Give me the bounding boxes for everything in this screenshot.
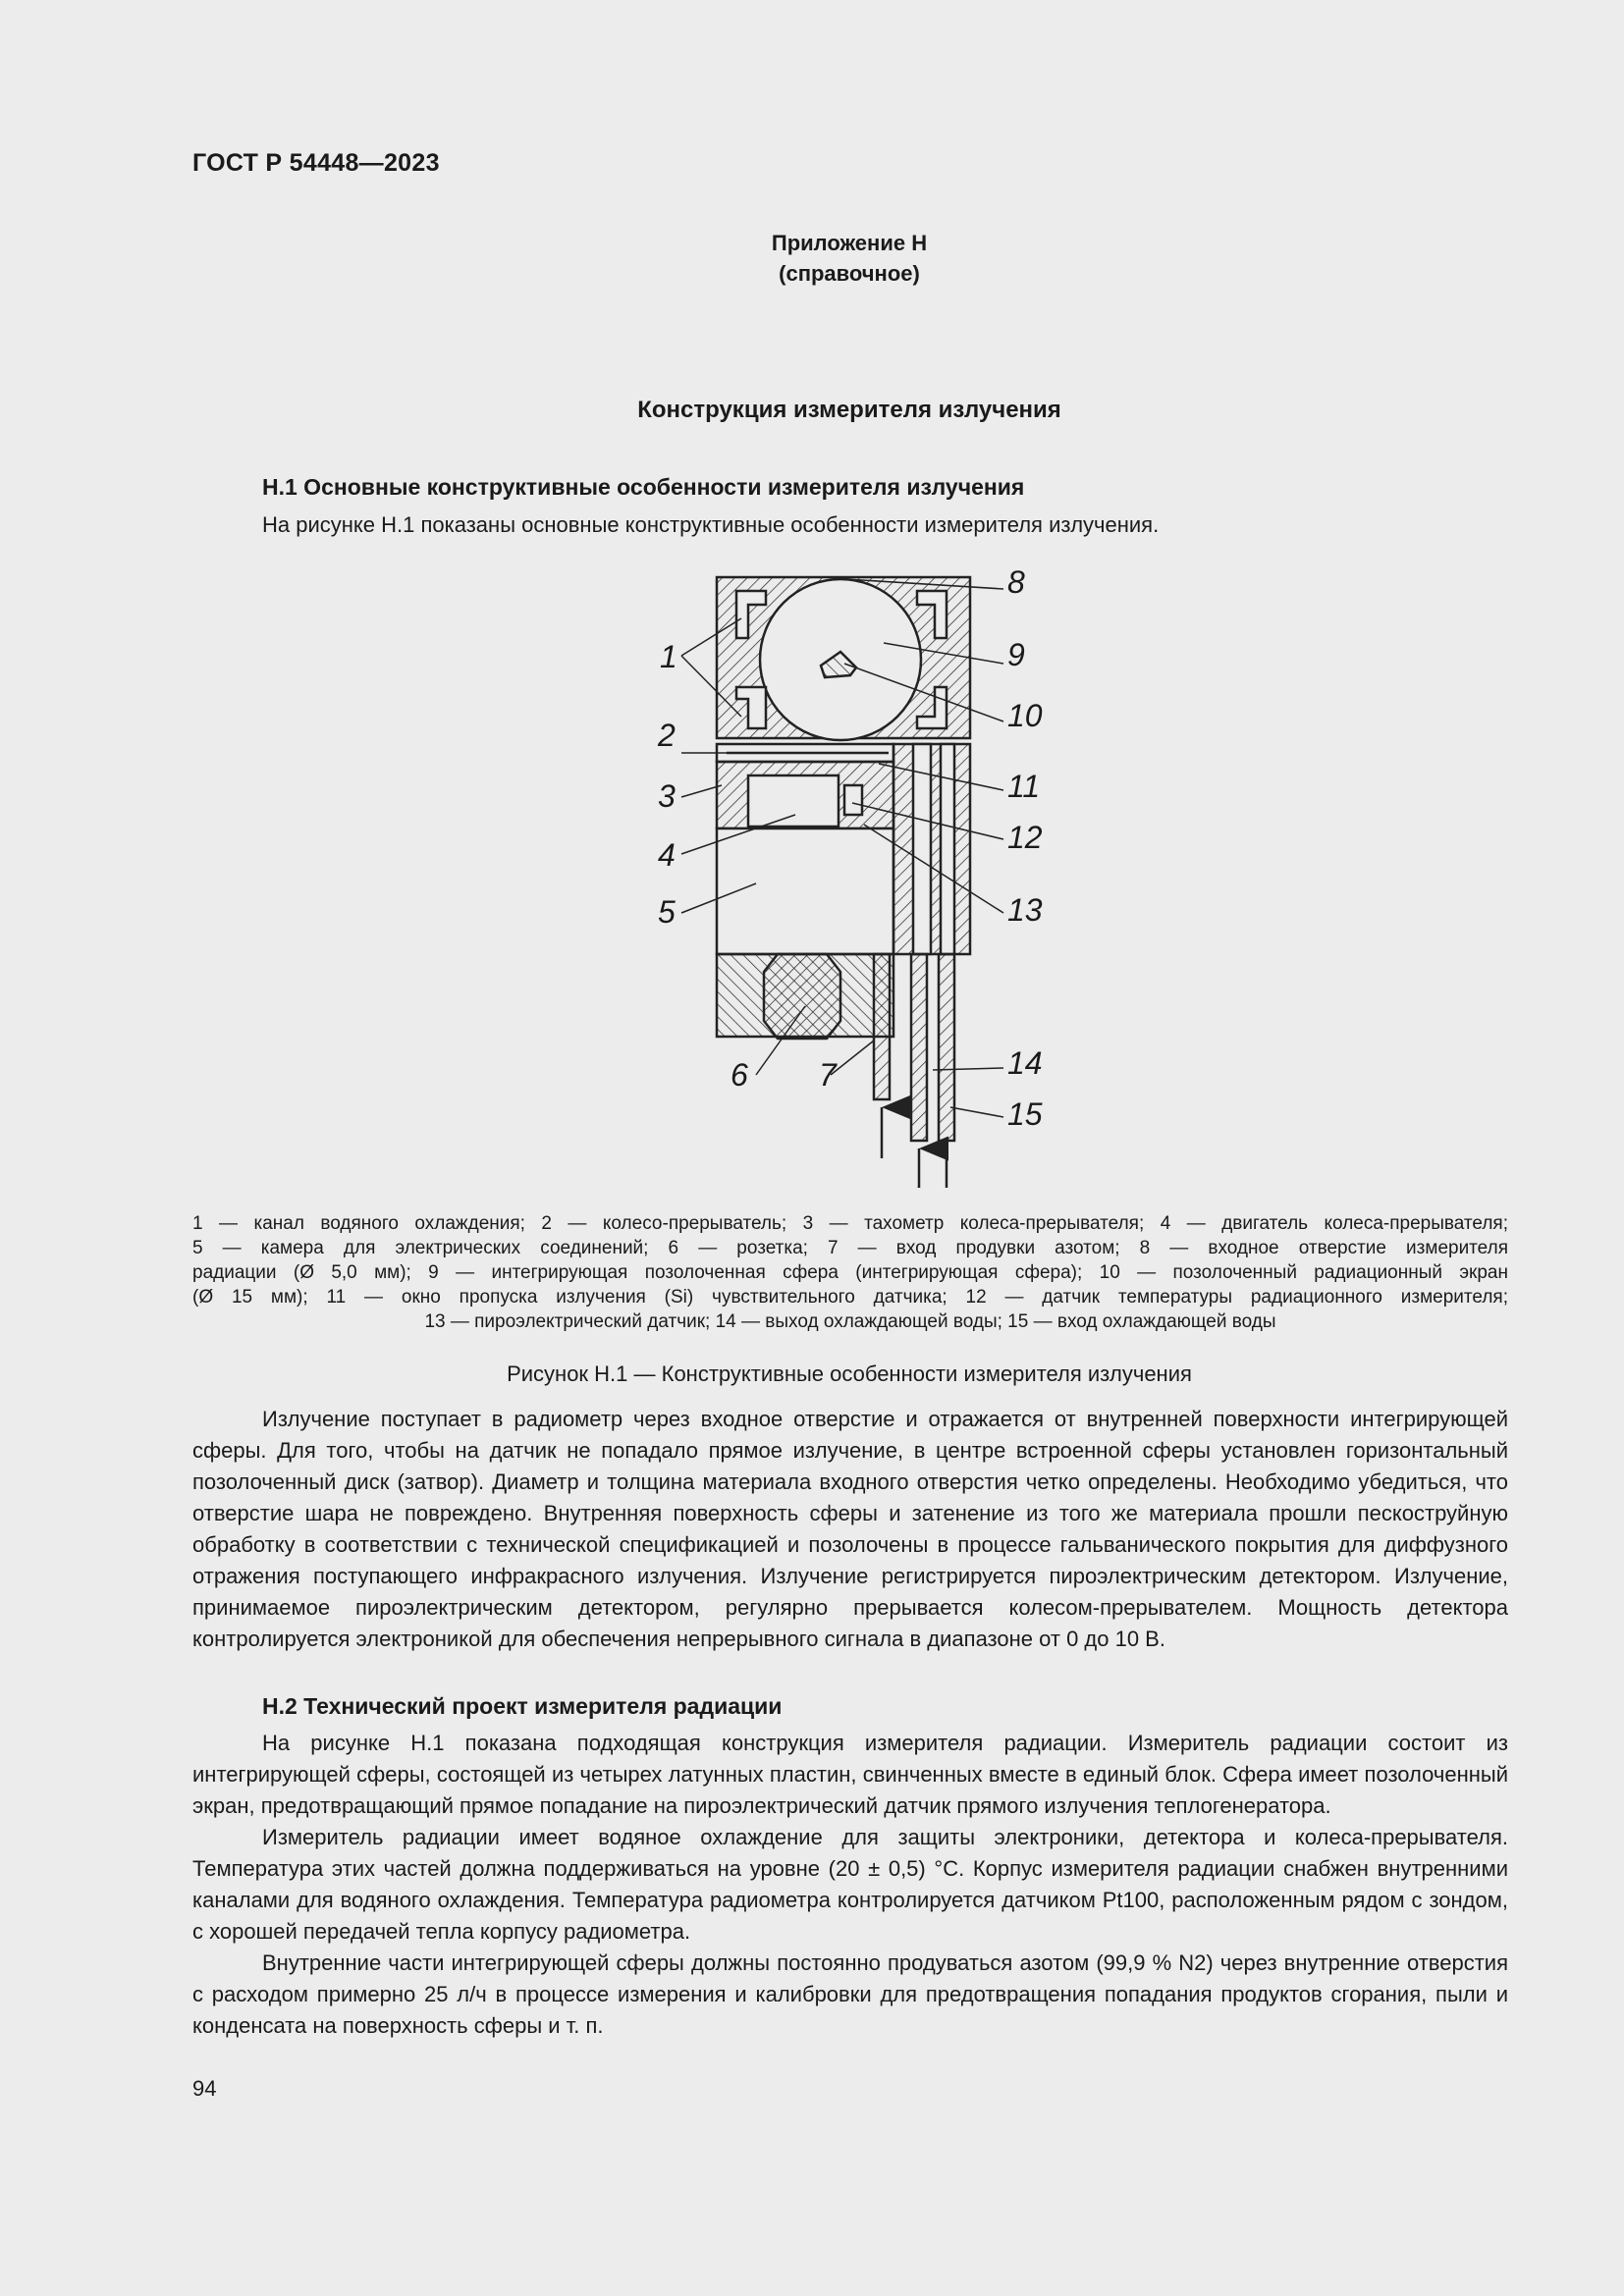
- figure-caption: Рисунок Н.1 — Конструктивные особенности измерителя излучения: [507, 1362, 1192, 1386]
- page-number: 94: [192, 2076, 217, 2101]
- paragraph: Измеритель радиации имеет водяное охлаждение для защиты электроники, детектора и колеса-прерывателя. Температура этих частей должна поддерживаться на уровне (20 ± 0,5) °С. Корпус измерителя радиации снабжен внутренними каналами для водяного охлаждения. Температура радиометра контролируется датчиком Pt100, расположенным рядом с зондом, с хорошей передачей тепла корпусу радиометра.: [192, 1825, 1508, 1944]
- paragraph-block-1: [192, 1404, 1508, 1655]
- label-7: 7: [819, 1057, 837, 1093]
- label-9: 9: [1007, 637, 1025, 672]
- paragraph-block-2: [192, 1728, 1508, 2042]
- label-2: 2: [658, 718, 676, 753]
- annex-label: Приложение Н: [771, 231, 928, 255]
- label-12: 12: [1007, 820, 1043, 855]
- label-6: 6: [731, 1057, 748, 1093]
- legend-line: 1 — канал водяного охлаждения; 2 — колесо-прерыватель; 3 — тахометр колеса-прерывателя; 4 — двигатель колеса-прерывателя;: [192, 1213, 1508, 1234]
- label-10: 10: [1007, 698, 1043, 733]
- water-in-pipe: [939, 954, 954, 1141]
- label-1: 1: [660, 639, 677, 674]
- paragraph: Излучение поступает в радиометр через входное отверстие и отражается от внутренней поверхности интегрирующей сферы. Для того, чтобы на датчик не попадало прямое излучение, в центре встроенной сферы установлен горизонтальный позолоченный диск (затвор). Диаметр и толщина материала входного отверстия четко определены. Необходимо убедиться, что отверстие шара не повреждено. Внутренняя поверхность сферы и затенение из того же материала прошли пескоструйную обработку в соответствии с технической спецификацией и позолочены в процессе гальванического покрытия для диффузного отражения поступающего инфракрасного излучения. Излучение регистрируется пироэлектрическим детектором. Излучение, принимаемое пироэлектрическим детектором, регулярно прерывается колесом-прерывателем. Мощность детектора контролируется электроникой для обеспечения непрерывного сигнала в диапазоне от 0 до 10 В.: [192, 1407, 1508, 1651]
- label-15: 15: [1007, 1096, 1043, 1132]
- annex-heading: [0, 228, 1624, 289]
- section-1-intro: На рисунке Н.1 показаны основные конструктивные особенности измерителя излучения.: [262, 512, 1160, 537]
- radiometer-drawing: [628, 560, 1060, 1188]
- legend-line: (Ø 15 мм); 11 — окно пропуска излучения (Si) чувствительного датчика; 12 — датчик температуры радиационного измерителя;: [192, 1287, 1508, 1308]
- chopper-motor: [748, 775, 839, 827]
- section-2-heading: Н.2 Технический проект измерителя радиации: [262, 1693, 783, 1719]
- figure-legend: [192, 1211, 1508, 1334]
- electrical-chamber: [717, 828, 893, 954]
- pyro-sensor: [844, 785, 862, 815]
- label-4: 4: [658, 837, 676, 873]
- label-8: 8: [1007, 564, 1025, 600]
- page-title: Конструкция измерителя излучения: [637, 397, 1061, 423]
- legend-line: 5 — камера для электрических соединений; 6 — розетка; 7 — вход продувки азотом; 8 — входное отверстие измерителя: [192, 1238, 1508, 1258]
- legend-line: радиации (Ø 5,0 мм); 9 — интегрирующая позолоченная сфера (интегрирующая сфера); 10 — позолоченный радиационный экран: [192, 1262, 1508, 1283]
- socket: [764, 954, 840, 1039]
- label-3: 3: [658, 778, 676, 814]
- paragraph: Внутренние части интегрирующей сферы должны постоянно продуваться азотом (99,9 % N2) через внутренние отверстия с расходом примерно 25 л/ч в процессе измерения и калибровки для предотвращения попадания продуктов сгорания, пыли и конденсата на поверхность сферы и т. п.: [192, 1950, 1508, 2038]
- label-5: 5: [658, 894, 676, 930]
- annex-type: (справочное): [779, 261, 920, 286]
- label-11: 11: [1007, 769, 1041, 804]
- label-14: 14: [1007, 1045, 1043, 1081]
- standard-code: ГОСТ Р 54448—2023: [192, 149, 440, 177]
- section-1-heading: Н.1 Основные конструктивные особенности измерителя излучения: [262, 474, 1025, 500]
- paragraph: На рисунке Н.1 показана подходящая конструкция измерителя радиации. Измеритель радиации состоит из интегрирующей сферы, состоящей из четырех латунных пластин, свинченных вместе в единый блок. Сфера имеет позолоченный экран, предотвращающий прямое попадание на пироэлектрический датчик прямого излучения теплогенератора.: [192, 1731, 1508, 1818]
- water-out-pipe: [911, 954, 927, 1141]
- label-13: 13: [1007, 892, 1043, 928]
- nitrogen-pipe: [874, 954, 890, 1099]
- legend-line: 13 — пироэлектрический датчик; 14 — выход охлаждающей воды; 15 — вход охлаждающей воды: [424, 1311, 1276, 1332]
